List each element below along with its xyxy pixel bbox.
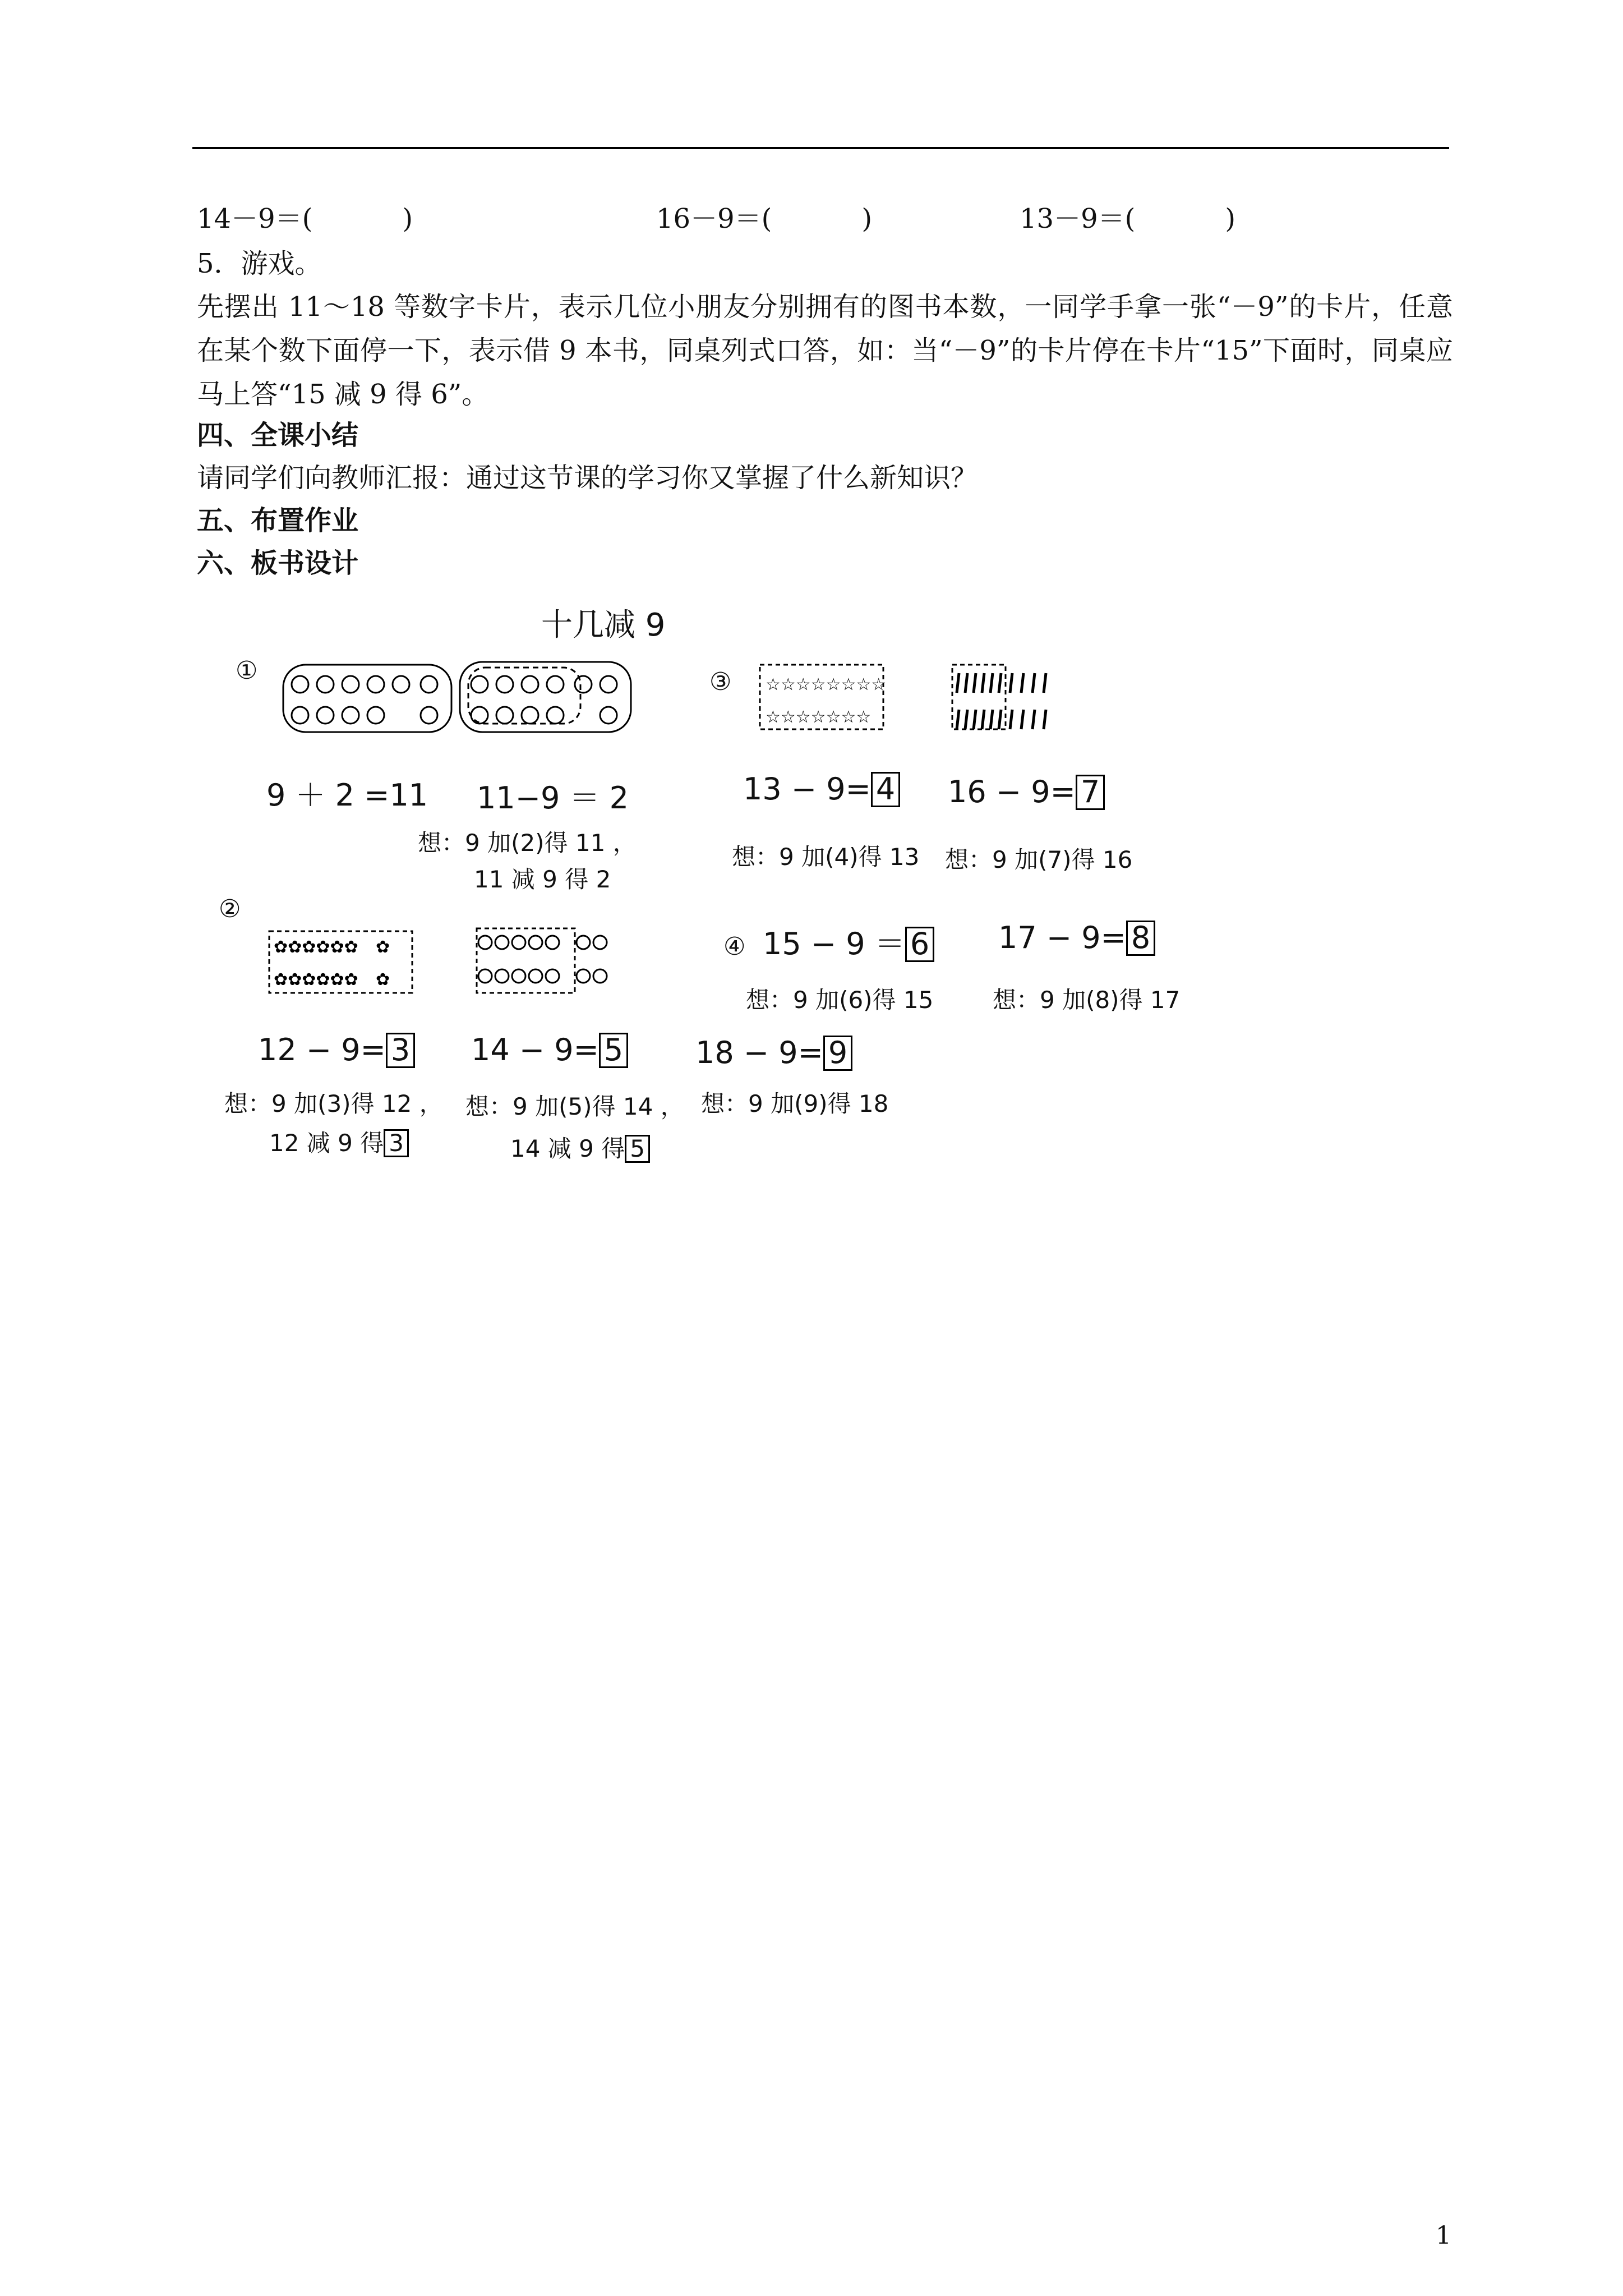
candy-icons xyxy=(274,937,390,990)
equation-16-minus-9: 16 − 9= 7 xyxy=(948,774,1105,810)
header-rule xyxy=(192,147,1449,149)
svg-text:☆☆☆☆☆☆☆☆: ☆☆☆☆☆☆☆☆ xyxy=(766,675,887,694)
equation-11-minus-9: 11−9 ＝ 2 xyxy=(477,780,629,816)
item-5-game: 5．游戏。 xyxy=(197,248,322,279)
svg-text:✿: ✿ xyxy=(376,970,390,990)
answer-box-16: 7 xyxy=(1076,775,1105,810)
answer-box-15: 6 xyxy=(905,927,934,962)
apple-tray-left xyxy=(283,665,451,732)
answer-box-17: 8 xyxy=(1126,921,1155,956)
think-14-line2: 14 减 9 得 5 xyxy=(510,1130,650,1164)
circle-group-dashed xyxy=(477,928,575,993)
think-18: 想：9 加(9)得 18 xyxy=(701,1090,889,1117)
answer-box-14: 5 xyxy=(599,1033,628,1068)
equation-9-plus-2: 9 ＋ 2 =11 xyxy=(266,777,428,813)
exercise-13-9: 13－9＝( ) xyxy=(1020,203,1236,234)
board-title: 十几减 9 xyxy=(541,607,666,643)
svg-text:✿: ✿ xyxy=(376,937,390,957)
think-box-12: 3 xyxy=(384,1129,409,1157)
exercise-16-9: 16－9＝( ) xyxy=(656,203,873,234)
svg-text:✿✿✿✿✿✿: ✿✿✿✿✿✿ xyxy=(274,937,358,957)
think-12-line1: 想：9 加(3)得 12 ， xyxy=(224,1090,443,1117)
section-4-heading: 四、全课小结 xyxy=(197,420,359,451)
exercise-14-9: 14－9＝( ) xyxy=(197,203,413,234)
think-11-line1: 想：9 加(2)得 11 ， xyxy=(418,829,637,857)
equation-17-minus-9: 17 − 9= 8 xyxy=(998,920,1155,956)
answer-box-12: 3 xyxy=(386,1033,415,1068)
mark-1: ① xyxy=(236,656,258,685)
mark-4: ④ xyxy=(723,932,746,961)
equation-18-minus-9: 18 − 9= 9 xyxy=(695,1035,852,1071)
think-14-line1: 想：9 加(5)得 14 ， xyxy=(465,1093,684,1120)
page-number: 1 xyxy=(1436,2221,1451,2250)
mark-2: ② xyxy=(219,895,241,923)
think-17: 想：9 加(8)得 17 xyxy=(993,986,1181,1014)
think-16: 想：9 加(7)得 16 xyxy=(945,846,1133,873)
answer-box-13: 4 xyxy=(871,772,900,807)
mark-3: ③ xyxy=(709,668,732,696)
answer-box-18: 9 xyxy=(823,1036,852,1071)
equation-12-minus-9: 12 − 9= 3 xyxy=(258,1032,415,1068)
svg-text:✿✿✿✿✿✿: ✿✿✿✿✿✿ xyxy=(274,970,358,990)
section-6-heading: 六、板书设计 xyxy=(197,547,359,579)
section-4-text: 请同学们向教师汇报：通过这节课的学习你又掌握了什么新知识？ xyxy=(197,462,978,494)
star-icons xyxy=(766,675,886,727)
think-12-line2: 12 减 9 得 3 xyxy=(269,1125,409,1158)
equation-13-minus-9: 13 − 9= 4 xyxy=(743,771,900,807)
think-11-line2: 11 减 9 得 2 xyxy=(474,866,611,893)
section-5-heading: 五、布置作业 xyxy=(197,505,359,536)
think-15: 想：9 加(6)得 15 xyxy=(746,986,934,1014)
svg-text:☆☆☆☆☆☆☆: ☆☆☆☆☆☆☆ xyxy=(766,707,872,727)
apple-icons xyxy=(292,676,617,724)
circle-icons xyxy=(478,936,607,983)
blackboard-design xyxy=(213,589,1195,1195)
equation-14-minus-9: 14 − 9= 5 xyxy=(471,1032,628,1068)
stick-icons xyxy=(957,673,1046,729)
equation-15-minus-9: 15 − 9 ＝ 6 xyxy=(763,920,934,963)
think-13: 想：9 加(4)得 13 xyxy=(732,843,920,871)
game-paragraph: 先摆出 11～18 等数字卡片，表示几位小朋友分别拥有的图书本数，一同学手拿一张“－9”的卡片，任意在某个数下面停一下，表示借 9 本书，同桌列式口答，如：当“－9”的卡片停在卡片“15”下面时，同桌应马上答“15 减 9 得 6”。 xyxy=(197,291,1453,410)
think-box-14: 5 xyxy=(625,1135,650,1163)
